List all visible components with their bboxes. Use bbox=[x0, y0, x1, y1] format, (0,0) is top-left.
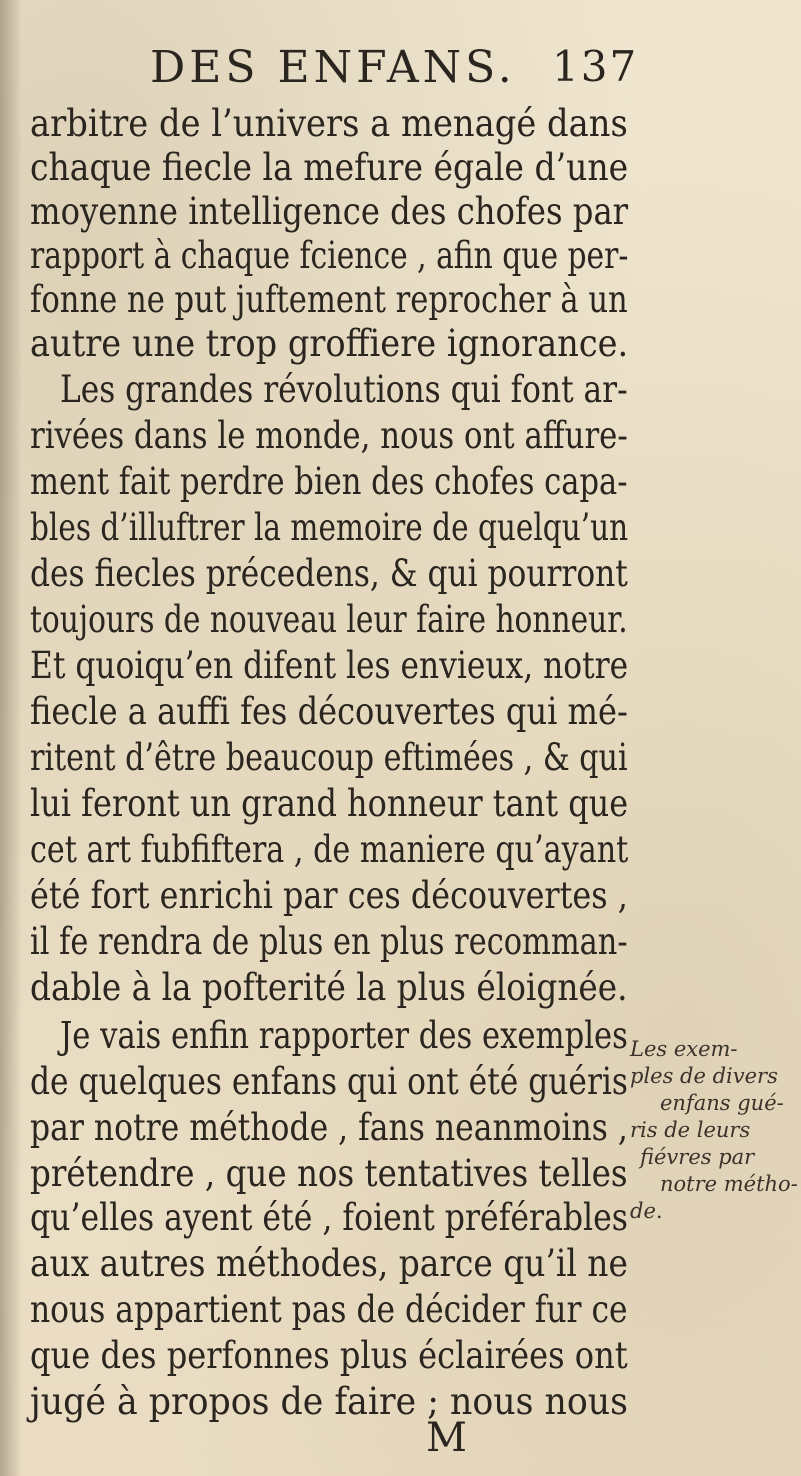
text-line: jugé à propos de faire ; nous nous bbox=[30, 1380, 628, 1423]
marginal-note-line: ples de divers bbox=[630, 1064, 778, 1088]
text-line: il fe rendra de plus en plus recomman- bbox=[30, 920, 628, 963]
text-line: fonne ne put juftement reprocher à un bbox=[30, 278, 628, 321]
marginal-note-line: de. bbox=[630, 1199, 663, 1223]
gutter-shadow bbox=[0, 0, 22, 1476]
text-line: par notre méthode , fans neanmoins , bbox=[30, 1106, 628, 1149]
text-line: que des perfonnes plus éclairées ont bbox=[30, 1334, 628, 1377]
text-line: ritent d’être beaucoup eftimées , & qui bbox=[30, 736, 628, 779]
text-line: de quelques enfans qui ont été guéris bbox=[30, 1060, 628, 1103]
text-line: moyenne intelligence des chofes par bbox=[30, 190, 629, 233]
text-line: cet art fubfiftera , de maniere qu’ayant bbox=[30, 828, 629, 871]
catchword: M bbox=[426, 1415, 467, 1461]
marginal-note-line: enfans gué- bbox=[660, 1091, 784, 1115]
running-head-title: DES ENFANS. bbox=[150, 42, 516, 93]
text-line: ment fait perdre bien des chofes capa- bbox=[30, 460, 628, 503]
marginal-note-line: notre métho- bbox=[660, 1172, 798, 1196]
text-line: toujours de nouveau leur faire honneur. bbox=[30, 598, 628, 641]
marginal-note-line: ris de leurs bbox=[630, 1118, 751, 1142]
text-line: qu’elles ayent été , foient préférables bbox=[30, 1196, 628, 1239]
text-line: Les grandes révolutions qui font ar- bbox=[60, 368, 628, 411]
text-line: rivées dans le monde, nous ont affure- bbox=[30, 414, 628, 457]
marginal-note-line: fiévres par bbox=[640, 1145, 755, 1169]
text-line: autre une trop groffiere ignorance. bbox=[30, 322, 629, 365]
text-line: des fiecles précedens, & qui pourront bbox=[30, 552, 628, 595]
marginal-note-line: Les exem- bbox=[630, 1037, 738, 1061]
text-line: rapport à chaque fcience , afin que per- bbox=[30, 234, 629, 277]
text-line: dable à la pofterité la plus éloignée. bbox=[30, 966, 628, 1009]
text-line: Je vais enfin rapporter des exemples bbox=[60, 1014, 628, 1057]
text-line: bles d’illuftrer la memoire de quelqu’un bbox=[30, 506, 629, 549]
text-line: fiecle a auffi fes découvertes qui mé- bbox=[30, 690, 628, 733]
text-line: arbitre de l’univers a menagé dans bbox=[30, 102, 628, 145]
text-line: été fort enrichi par ces découvertes , bbox=[30, 874, 628, 917]
running-head bbox=[0, 0, 801, 100]
text-line: lui feront un grand honneur tant que bbox=[30, 782, 629, 825]
text-line: chaque fiecle la mefure égale d’une bbox=[30, 146, 629, 189]
text-line: Et quoiqu’en difent les envieux, notre bbox=[30, 644, 629, 687]
text-line: prétendre , que nos tentatives telles bbox=[30, 1152, 628, 1195]
text-line: aux autres méthodes, parce qu’il ne bbox=[30, 1242, 628, 1285]
text-line: nous appartient pas de décider fur ce bbox=[30, 1288, 628, 1331]
page-number: 137 bbox=[552, 42, 639, 91]
marginal-note bbox=[630, 1036, 800, 1225]
